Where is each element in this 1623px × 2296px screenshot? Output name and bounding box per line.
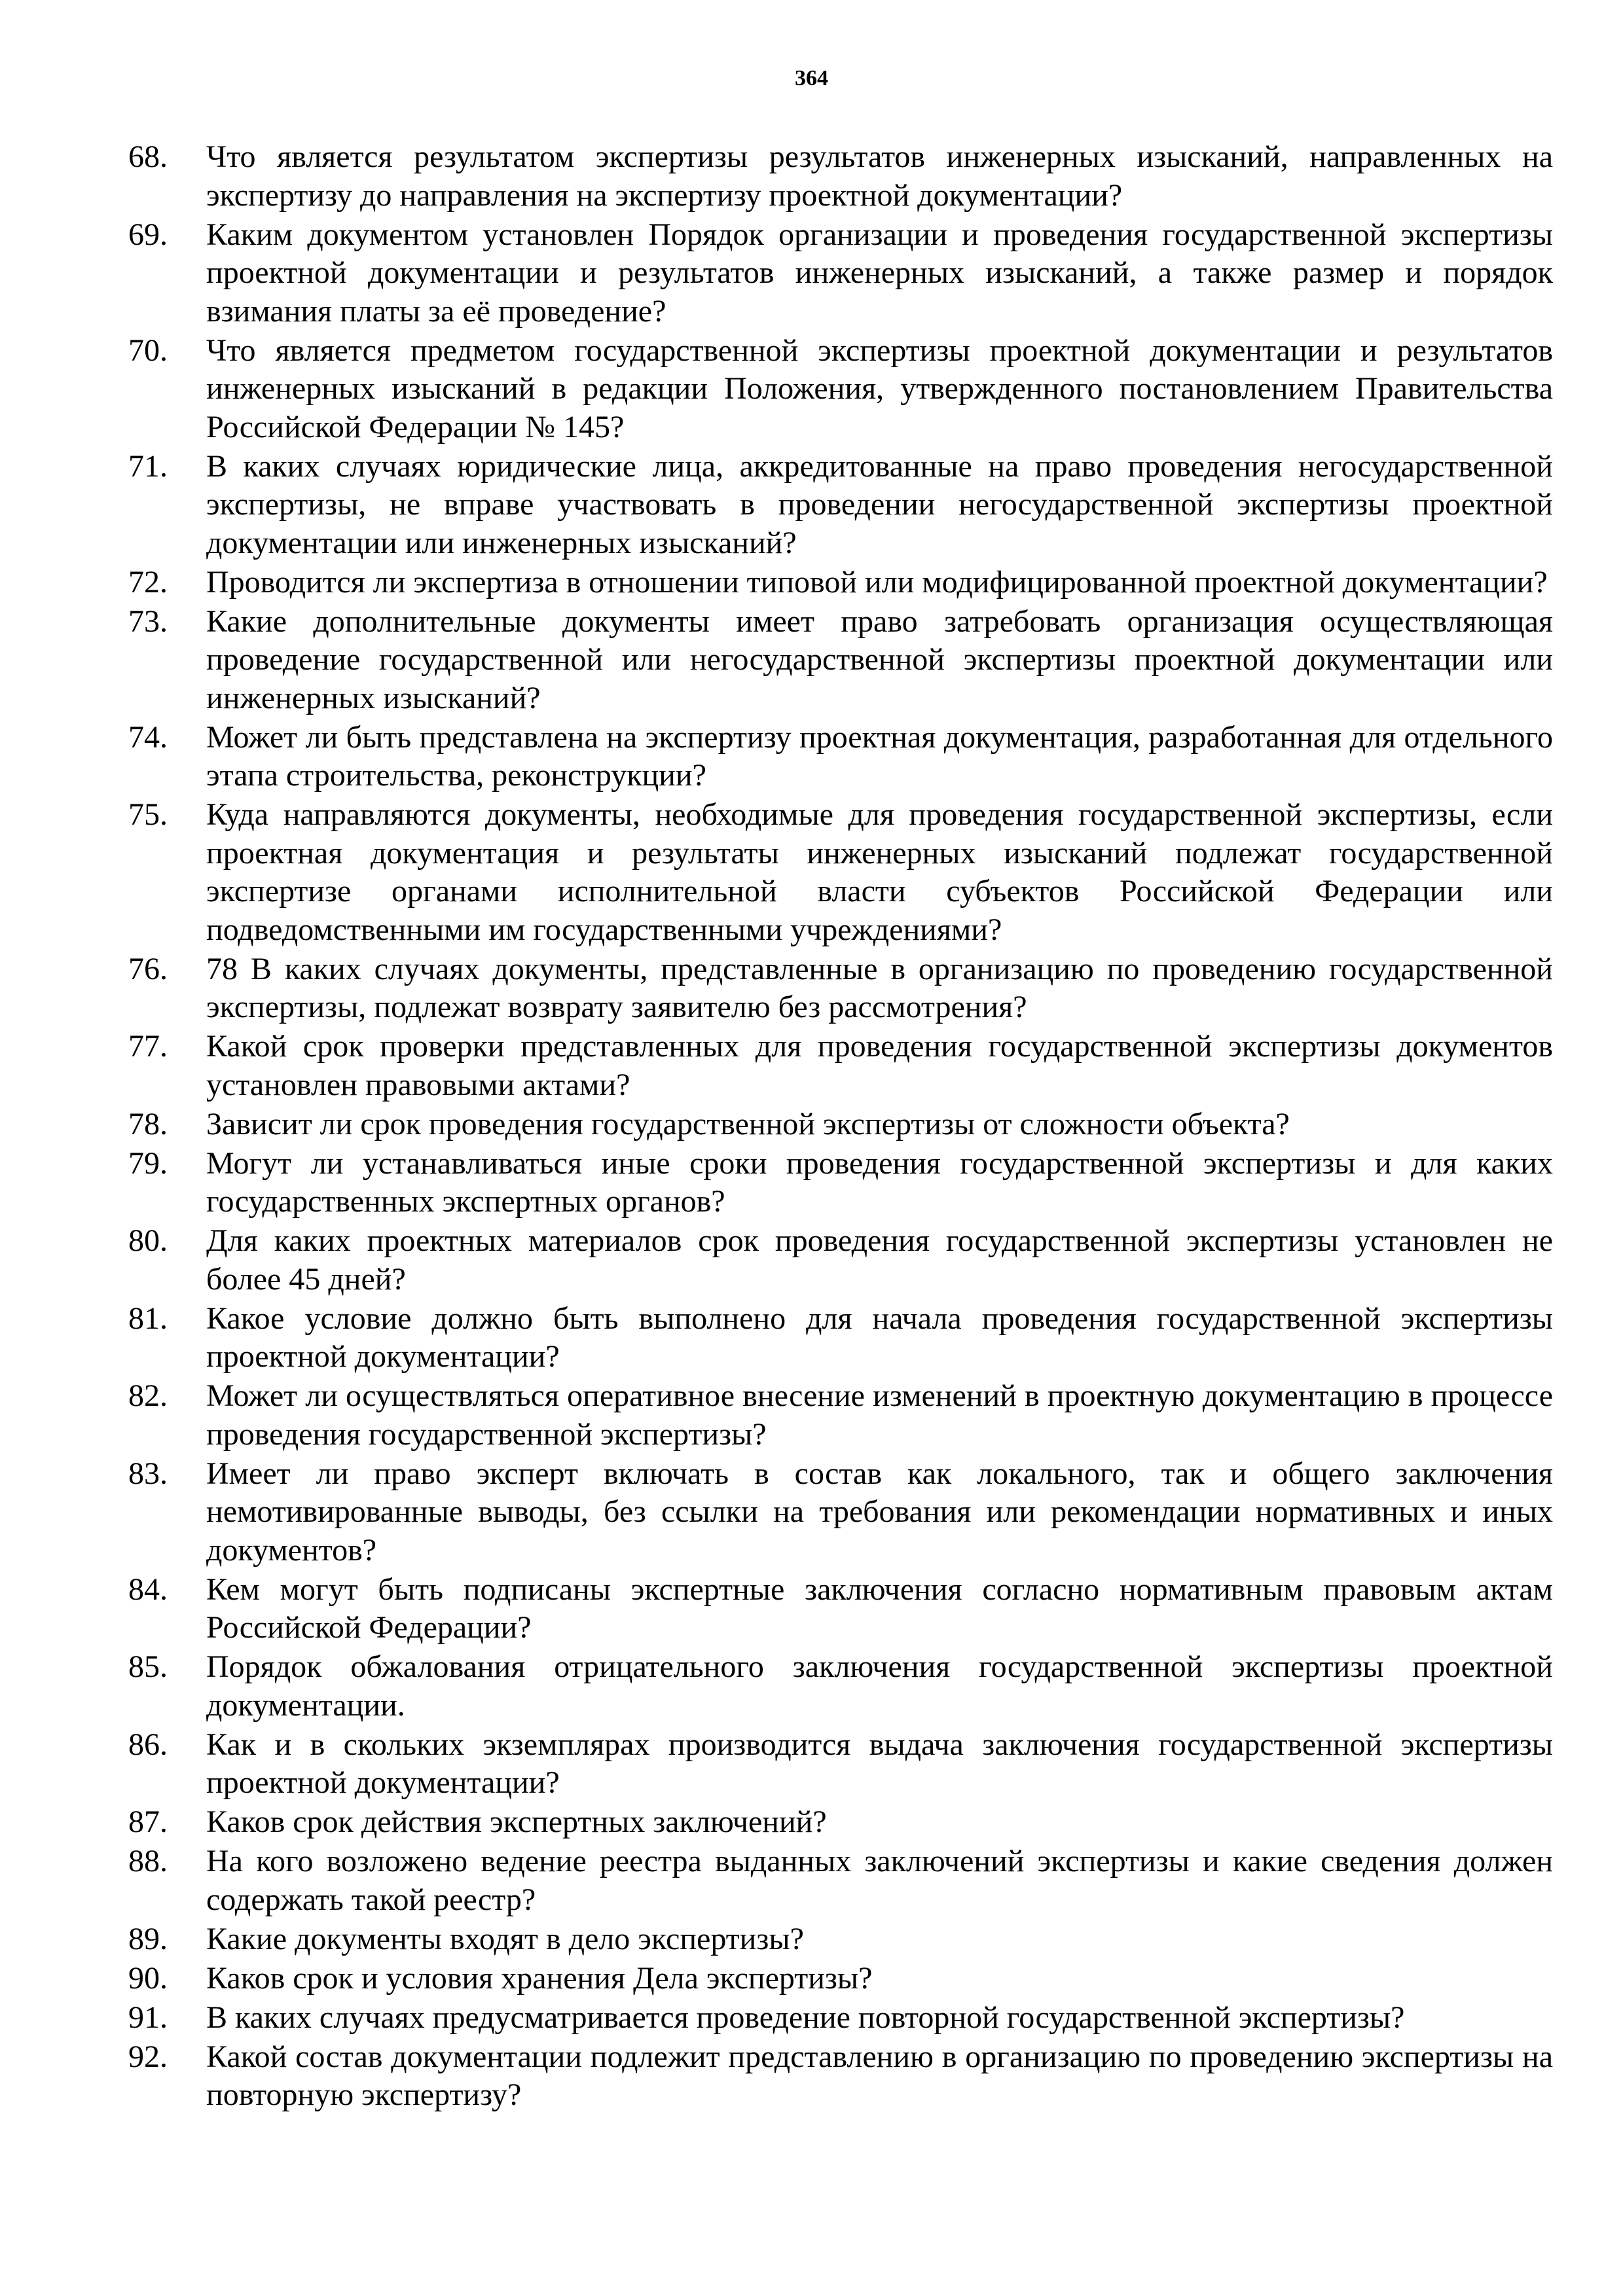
question-text: Куда направляются документы, необходимые для проведения государственной экспертизы, если проектная документация и результаты инженерных изысканий подлежат государственной экспертизе органами исполнительной власти субъектов Российской Федерации или подведомственными им государственными учреждениями? <box>206 797 1553 947</box>
question-item <box>128 719 1553 795</box>
question-text: Какое условие должно быть выполнено для начала проведения государственной экспертизы проектной документации? <box>206 1300 1553 1374</box>
question-item <box>128 1842 1553 1919</box>
question-text: Какие дополнительные документы имеет право затребовать организация осуществляющая проведение государственной или негосударственной экспертизы проектной документации или инженерных изысканий? <box>206 603 1553 715</box>
question-item <box>128 1726 1553 1803</box>
page-number: 364 <box>795 66 828 90</box>
question-number: 69. <box>128 217 168 252</box>
question-item <box>128 1105 1553 1144</box>
question-number: 74. <box>128 719 168 755</box>
question-item <box>128 1300 1553 1376</box>
question-number: 79. <box>128 1145 168 1181</box>
question-text: Может ли осуществляться оперативное внесение изменений в проектную документацию в процессе проведения государственной экспертизы? <box>206 1378 1553 1452</box>
question-text: Каков срок действия экспертных заключений? <box>206 1804 827 1839</box>
question-text: Проводится ли экспертиза в отношении типовой или модифицированной проектной документации? <box>206 564 1548 600</box>
question-list <box>128 138 1553 2115</box>
question-text: Какой состав документации подлежит представлению в организацию по проведению экспертизы на повторную экспертизу? <box>206 2039 1553 2112</box>
question-number: 78. <box>128 1106 168 1141</box>
question-item <box>128 332 1553 447</box>
question-number: 84. <box>128 1571 168 1607</box>
question-number: 70. <box>128 332 168 368</box>
question-text: Как и в скольких экземплярах производится выдача заключения государственной экспертизы проектной документации? <box>206 1727 1553 1800</box>
question-number: 72. <box>128 564 168 600</box>
question-number: 68. <box>128 139 168 174</box>
question-number: 81. <box>128 1300 168 1336</box>
question-text: Может ли быть представлена на экспертизу проектная документация, разработанная для отдельного этапа строительства, реконструкции? <box>206 719 1553 793</box>
question-item <box>128 564 1553 602</box>
question-item <box>128 1920 1553 1959</box>
question-number: 88. <box>128 1844 168 1878</box>
question-number: 71. <box>128 448 168 484</box>
question-item <box>128 1803 1553 1842</box>
question-item <box>128 1999 1553 2037</box>
question-number: 86. <box>128 1727 168 1762</box>
question-item <box>128 603 1553 718</box>
question-number: 91. <box>128 2000 168 2035</box>
question-item <box>128 1960 1553 1998</box>
question-text: Зависит ли срок проведения государственной экспертизы от сложности объекта? <box>206 1106 1290 1141</box>
question-text: В каких случаях юридические лица, аккредитованные на право проведения негосударственной экспертизы, не вправе участвовать в проведении негосударственной экспертизы проектной документации или инженерных изысканий? <box>206 448 1553 560</box>
question-text: Могут ли устанавливаться иные сроки проведения государственной экспертизы и для каких государственных экспертных органов? <box>206 1145 1553 1219</box>
question-text: Каков срок и условия хранения Дела экспертизы? <box>206 1960 873 1996</box>
question-number: 73. <box>128 603 168 639</box>
question-item <box>128 1455 1553 1570</box>
question-item <box>128 448 1553 563</box>
question-number: 90. <box>128 1960 168 1996</box>
question-text: 78 В каких случаях документы, представленные в организацию по проведению государственной экспертизы, подлежат возврату заявителю без рассмотрения? <box>206 951 1553 1024</box>
question-number: 82. <box>128 1378 168 1413</box>
question-number: 83. <box>128 1456 168 1491</box>
question-text: Какие документы входят в дело экспертизы? <box>206 1921 804 1956</box>
question-text: Имеет ли право эксперт включать в состав как локального, так и общего заключения немотивированные выводы, без ссылки на требования или рекомендации нормативных и иных документов? <box>206 1456 1553 1568</box>
question-number: 77. <box>128 1029 168 1064</box>
question-text: Для каких проектных материалов срок проведения государственной экспертизы установлен не более 45 дней? <box>206 1223 1553 1297</box>
question-item <box>128 1222 1553 1299</box>
question-number: 87. <box>128 1804 168 1839</box>
question-item <box>128 1028 1553 1104</box>
question-item <box>128 950 1553 1027</box>
question-text: Кем могут быть подписаны экспертные заключения согласно нормативным правовым актам Российской Федерации? <box>206 1571 1553 1645</box>
question-text: Каким документом установлен Порядок организации и проведения государственной экспертизы проектной документации и результатов инженерных изысканий, а также размер и порядок взимания платы за её проведение? <box>206 217 1553 329</box>
question-number: 76. <box>128 951 168 986</box>
question-item <box>128 1571 1553 1647</box>
question-item <box>128 138 1553 215</box>
question-text: Порядок обжалования отрицательного заключения государственной экспертизы проектной документации. <box>206 1649 1553 1723</box>
question-item <box>128 1648 1553 1725</box>
question-text: Что является результатом экспертизы результатов инженерных изысканий, направленных на экспертизу до направления на экспертизу проектной документации? <box>206 139 1553 213</box>
question-number: 92. <box>128 2039 168 2074</box>
question-number: 75. <box>128 797 168 832</box>
question-text: На кого возложено ведение реестра выданных заключений экспертизы и какие сведения должен содержать такой реестр? <box>206 1844 1553 1917</box>
question-text: В каких случаях предусматривается проведение повторной государственной экспертизы? <box>206 2000 1405 2035</box>
question-item <box>128 1377 1553 1454</box>
question-number: 80. <box>128 1223 168 1258</box>
question-item <box>128 2038 1553 2115</box>
question-item <box>128 796 1553 949</box>
question-number: 85. <box>128 1649 168 1684</box>
question-item <box>128 1145 1553 1221</box>
question-item <box>128 216 1553 331</box>
question-number: 89. <box>128 1921 168 1956</box>
question-text: Какой срок проверки представленных для проведения государственной экспертизы документов установлен правовыми актами? <box>206 1029 1553 1102</box>
question-text: Что является предметом государственной экспертизы проектной документации и результатов инженерных изысканий в редакции Положения, утвержденного постановлением Правительства Российской Федерации № 145? <box>206 332 1553 444</box>
